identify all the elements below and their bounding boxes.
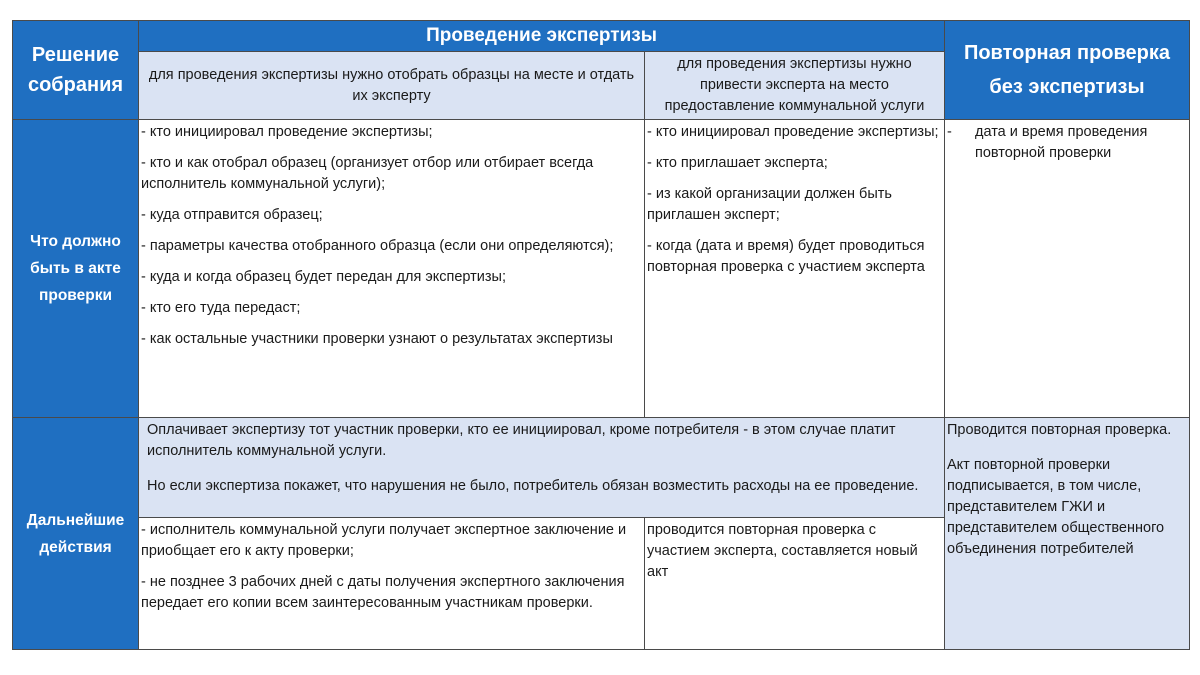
recheck-text: Акт повторной проверки подписывается, в том числе, представителем ГЖИ и представителем общественного объединения потребителей: [947, 457, 1165, 557]
list-item: - кто приглашает эксперта;: [647, 155, 828, 171]
list-item: - кто и как отобрал образец (организует отбор или отбирает всегда исполнитель коммунальной услуги);: [141, 155, 594, 192]
recheck-text: Проводится повторная проверка.: [947, 422, 1172, 438]
subheader-sample: для проведения экспертизы нужно отобрать образцы на месте и отдать их эксперту: [139, 52, 645, 120]
list-item: - параметры качества отобранного образца (если они определяются);: [141, 238, 614, 254]
list-item: дата и время проведения повторной проверки: [975, 124, 1148, 161]
expertise-table: [12, 20, 1190, 650]
dash-marker: -: [947, 124, 952, 140]
list-item: - из какой организации должен быть приглашен эксперт;: [647, 186, 892, 223]
row-label-next: Дальнейшие действия: [13, 418, 139, 650]
list-item: - когда (дата и время) будет проводиться повторная проверка с участием эксперта: [647, 238, 925, 275]
act-recheck-cell: [945, 120, 1190, 418]
next-invite-cell: [645, 518, 945, 650]
next-sample-cell: [139, 518, 645, 650]
list-item: - кто инициировал проведение экспертизы;: [647, 124, 939, 140]
list-item: - не позднее 3 рабочих дней с даты получения экспертного заключения передает его копии всем заинтересованным участникам проверки.: [141, 574, 625, 611]
list-item: - куда и когда образец будет передан для экспертизы;: [141, 269, 507, 285]
invite-text: проводится повторная проверка с участием эксперта, составляется новый акт: [647, 522, 918, 580]
act-sample-cell: [139, 120, 645, 418]
list-item: - исполнитель коммунальной услуги получает экспертное заключение и приобщает его к акту проверки;: [141, 522, 627, 559]
list-item: - кто инициировал проведение экспертизы;: [141, 124, 433, 140]
list-item: - куда отправится образец;: [141, 207, 323, 223]
payment-text: Оплачивает экспертизу тот участник проверки, кто ее инициировал, кроме потребителя - в этом случае платит исполнитель коммунальной услуги.: [147, 422, 896, 459]
next-recheck-cell: [945, 418, 1190, 650]
list-item: - кто его туда передаст;: [141, 300, 301, 316]
subheader-invite: для проведения экспертизы нужно привести эксперта на место предоставление коммунальной услуги: [645, 52, 945, 120]
payment-cell: [139, 418, 945, 518]
payment-text: Но если экспертиза покажет, что нарушения не было, потребитель обязан возместить расходы на ее проведение.: [147, 478, 919, 494]
header-decision: Решение собрания: [13, 21, 139, 120]
list-item: - как остальные участники проверки узнают о результатах экспертизы: [141, 331, 613, 347]
row-label-act: Что должно быть в акте проверки: [13, 120, 139, 418]
act-invite-cell: [645, 120, 945, 418]
header-recheck: Повторная проверка без экспертизы: [945, 21, 1190, 120]
header-expertise: Проведение экспертизы: [139, 21, 945, 52]
